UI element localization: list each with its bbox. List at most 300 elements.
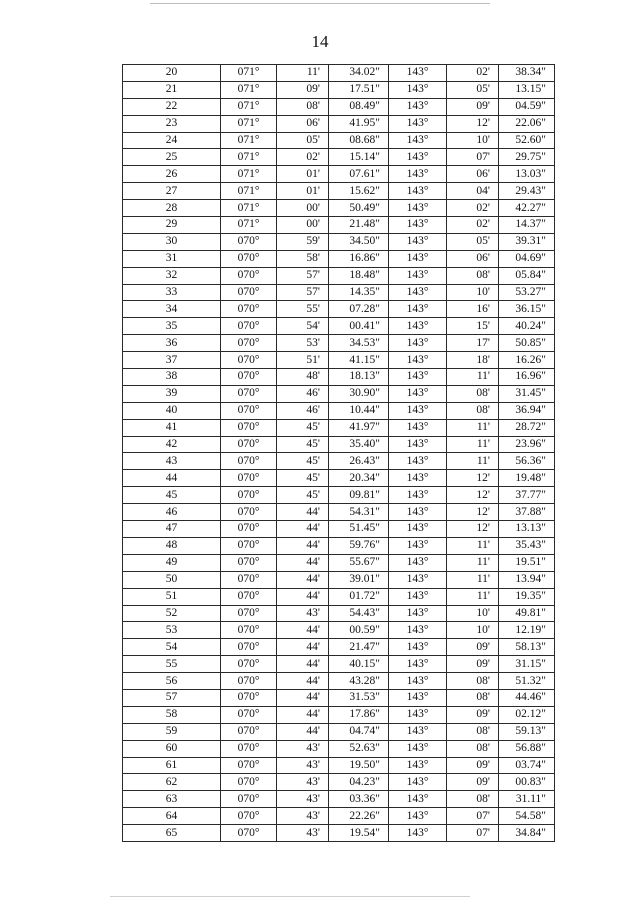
bottom-scan-line	[110, 896, 470, 897]
lat-degrees-cell: 070°	[221, 301, 277, 318]
lon-seconds-cell: 13.94"	[499, 571, 555, 588]
top-scan-line	[150, 3, 490, 4]
lon-seconds-cell: 59.13"	[499, 723, 555, 740]
lon-degrees-cell: 143°	[389, 267, 447, 284]
lon-seconds-cell: 36.94"	[499, 402, 555, 419]
lon-seconds-cell: 29.43"	[499, 183, 555, 200]
lat-minutes-cell: 53'	[277, 335, 329, 352]
lat-minutes-cell: 44'	[277, 656, 329, 673]
lat-seconds-cell: 00.41"	[329, 318, 389, 335]
lat-degrees-cell: 071°	[221, 98, 277, 115]
point-number-cell: 21	[123, 81, 221, 98]
lat-minutes-cell: 55'	[277, 301, 329, 318]
lat-minutes-cell: 43'	[277, 740, 329, 757]
point-number-cell: 52	[123, 605, 221, 622]
lat-seconds-cell: 08.68"	[329, 132, 389, 149]
lat-seconds-cell: 26.43"	[329, 453, 389, 470]
lat-seconds-cell: 22.26"	[329, 808, 389, 825]
lat-seconds-cell: 01.72"	[329, 588, 389, 605]
lon-seconds-cell: 31.15"	[499, 656, 555, 673]
lon-degrees-cell: 143°	[389, 673, 447, 690]
lat-degrees-cell: 070°	[221, 689, 277, 706]
lat-seconds-cell: 41.15"	[329, 352, 389, 369]
table-row	[123, 757, 555, 774]
lon-seconds-cell: 31.11"	[499, 791, 555, 808]
lon-degrees-cell: 143°	[389, 723, 447, 740]
lat-minutes-cell: 59'	[277, 233, 329, 250]
point-number-cell: 34	[123, 301, 221, 318]
lon-degrees-cell: 143°	[389, 352, 447, 369]
lon-seconds-cell: 38.34"	[499, 65, 555, 82]
lon-minutes-cell: 05'	[447, 81, 499, 98]
lon-minutes-cell: 02'	[447, 217, 499, 234]
point-number-cell: 26	[123, 166, 221, 183]
lat-seconds-cell: 15.14"	[329, 149, 389, 166]
point-number-cell: 58	[123, 706, 221, 723]
lat-seconds-cell: 54.31"	[329, 504, 389, 521]
lon-seconds-cell: 12.19"	[499, 622, 555, 639]
lon-minutes-cell: 08'	[447, 689, 499, 706]
lat-degrees-cell: 070°	[221, 233, 277, 250]
point-number-cell: 22	[123, 98, 221, 115]
point-number-cell: 33	[123, 284, 221, 301]
lat-seconds-cell: 52.63"	[329, 740, 389, 757]
lat-degrees-cell: 070°	[221, 791, 277, 808]
lat-minutes-cell: 01'	[277, 166, 329, 183]
table-row	[123, 132, 555, 149]
point-number-cell: 54	[123, 639, 221, 656]
lon-minutes-cell: 12'	[447, 487, 499, 504]
lon-minutes-cell: 11'	[447, 419, 499, 436]
table-row	[123, 537, 555, 554]
lat-seconds-cell: 31.53"	[329, 689, 389, 706]
point-number-cell: 49	[123, 554, 221, 571]
point-number-cell: 57	[123, 689, 221, 706]
lon-degrees-cell: 143°	[389, 774, 447, 791]
lon-minutes-cell: 18'	[447, 352, 499, 369]
lon-degrees-cell: 143°	[389, 504, 447, 521]
point-number-cell: 63	[123, 791, 221, 808]
lat-minutes-cell: 44'	[277, 706, 329, 723]
point-number-cell: 27	[123, 183, 221, 200]
table-row	[123, 774, 555, 791]
lon-degrees-cell: 143°	[389, 233, 447, 250]
lat-degrees-cell: 070°	[221, 673, 277, 690]
lon-degrees-cell: 143°	[389, 250, 447, 267]
point-number-cell: 25	[123, 149, 221, 166]
coordinates-table-body	[123, 65, 555, 842]
lon-minutes-cell: 11'	[447, 554, 499, 571]
table-row	[123, 402, 555, 419]
point-number-cell: 39	[123, 385, 221, 402]
lon-minutes-cell: 10'	[447, 132, 499, 149]
point-number-cell: 32	[123, 267, 221, 284]
lon-seconds-cell: 40.24"	[499, 318, 555, 335]
table-row	[123, 436, 555, 453]
lat-seconds-cell: 03.36"	[329, 791, 389, 808]
lat-degrees-cell: 070°	[221, 250, 277, 267]
lat-seconds-cell: 21.48"	[329, 217, 389, 234]
lat-degrees-cell: 071°	[221, 149, 277, 166]
lon-degrees-cell: 143°	[389, 369, 447, 386]
lat-degrees-cell: 070°	[221, 656, 277, 673]
point-number-cell: 44	[123, 470, 221, 487]
lat-seconds-cell: 15.62"	[329, 183, 389, 200]
lon-minutes-cell: 11'	[447, 369, 499, 386]
point-number-cell: 24	[123, 132, 221, 149]
lon-seconds-cell: 52.60"	[499, 132, 555, 149]
table-row	[123, 808, 555, 825]
lon-minutes-cell: 05'	[447, 233, 499, 250]
table-row	[123, 335, 555, 352]
lat-seconds-cell: 19.50"	[329, 757, 389, 774]
point-number-cell: 47	[123, 521, 221, 538]
lat-seconds-cell: 39.01"	[329, 571, 389, 588]
lon-degrees-cell: 143°	[389, 706, 447, 723]
lon-minutes-cell: 12'	[447, 504, 499, 521]
lat-minutes-cell: 58'	[277, 250, 329, 267]
lon-seconds-cell: 35.43"	[499, 537, 555, 554]
lon-seconds-cell: 19.35"	[499, 588, 555, 605]
lon-minutes-cell: 08'	[447, 791, 499, 808]
lat-seconds-cell: 04.74"	[329, 723, 389, 740]
page-number: 14	[311, 32, 329, 51]
lat-degrees-cell: 070°	[221, 436, 277, 453]
table-row	[123, 656, 555, 673]
lat-minutes-cell: 08'	[277, 98, 329, 115]
lat-seconds-cell: 54.43"	[329, 605, 389, 622]
lat-degrees-cell: 071°	[221, 200, 277, 217]
lat-seconds-cell: 55.67"	[329, 554, 389, 571]
lat-minutes-cell: 44'	[277, 723, 329, 740]
lon-degrees-cell: 143°	[389, 470, 447, 487]
table-row	[123, 318, 555, 335]
lon-degrees-cell: 143°	[389, 791, 447, 808]
lon-minutes-cell: 06'	[447, 250, 499, 267]
lon-degrees-cell: 143°	[389, 200, 447, 217]
table-row	[123, 605, 555, 622]
lat-seconds-cell: 20.34"	[329, 470, 389, 487]
lon-minutes-cell: 08'	[447, 673, 499, 690]
lat-minutes-cell: 46'	[277, 402, 329, 419]
lon-minutes-cell: 09'	[447, 757, 499, 774]
lon-minutes-cell: 11'	[447, 571, 499, 588]
lon-minutes-cell: 08'	[447, 385, 499, 402]
lon-degrees-cell: 143°	[389, 166, 447, 183]
point-number-cell: 61	[123, 757, 221, 774]
table-row	[123, 183, 555, 200]
lon-seconds-cell: 39.31"	[499, 233, 555, 250]
lat-degrees-cell: 070°	[221, 571, 277, 588]
table-row	[123, 115, 555, 132]
lon-degrees-cell: 143°	[389, 284, 447, 301]
table-row	[123, 98, 555, 115]
lon-minutes-cell: 08'	[447, 723, 499, 740]
lat-seconds-cell: 21.47"	[329, 639, 389, 656]
lat-degrees-cell: 070°	[221, 706, 277, 723]
lon-minutes-cell: 15'	[447, 318, 499, 335]
lon-seconds-cell: 02.12"	[499, 706, 555, 723]
table-row	[123, 385, 555, 402]
lon-minutes-cell: 10'	[447, 605, 499, 622]
lat-minutes-cell: 44'	[277, 588, 329, 605]
lat-minutes-cell: 00'	[277, 217, 329, 234]
lat-degrees-cell: 070°	[221, 504, 277, 521]
lat-seconds-cell: 08.49"	[329, 98, 389, 115]
lon-degrees-cell: 143°	[389, 419, 447, 436]
table-row	[123, 639, 555, 656]
lat-minutes-cell: 45'	[277, 470, 329, 487]
lon-seconds-cell: 53.27"	[499, 284, 555, 301]
lat-degrees-cell: 070°	[221, 453, 277, 470]
lon-minutes-cell: 08'	[447, 267, 499, 284]
table-row	[123, 740, 555, 757]
point-number-cell: 38	[123, 369, 221, 386]
lat-minutes-cell: 44'	[277, 689, 329, 706]
lon-minutes-cell: 10'	[447, 622, 499, 639]
lat-seconds-cell: 07.61"	[329, 166, 389, 183]
lon-seconds-cell: 37.88"	[499, 504, 555, 521]
lon-minutes-cell: 09'	[447, 706, 499, 723]
lat-degrees-cell: 070°	[221, 554, 277, 571]
lat-minutes-cell: 44'	[277, 521, 329, 538]
lon-seconds-cell: 37.77"	[499, 487, 555, 504]
lon-degrees-cell: 143°	[389, 318, 447, 335]
lon-degrees-cell: 143°	[389, 149, 447, 166]
point-number-cell: 20	[123, 65, 221, 82]
table-row	[123, 284, 555, 301]
table-row	[123, 554, 555, 571]
table-row	[123, 673, 555, 690]
lat-degrees-cell: 071°	[221, 166, 277, 183]
lon-minutes-cell: 07'	[447, 149, 499, 166]
lat-degrees-cell: 071°	[221, 217, 277, 234]
lat-minutes-cell: 48'	[277, 369, 329, 386]
lat-degrees-cell: 070°	[221, 723, 277, 740]
lat-seconds-cell: 34.53"	[329, 335, 389, 352]
lon-minutes-cell: 17'	[447, 335, 499, 352]
table-row	[123, 166, 555, 183]
point-number-cell: 56	[123, 673, 221, 690]
lon-degrees-cell: 143°	[389, 537, 447, 554]
point-number-cell: 28	[123, 200, 221, 217]
table-row	[123, 487, 555, 504]
lat-degrees-cell: 071°	[221, 65, 277, 82]
lon-minutes-cell: 09'	[447, 656, 499, 673]
lat-seconds-cell: 34.02"	[329, 65, 389, 82]
lat-seconds-cell: 07.28"	[329, 301, 389, 318]
point-number-cell: 36	[123, 335, 221, 352]
lon-minutes-cell: 09'	[447, 774, 499, 791]
lat-degrees-cell: 070°	[221, 605, 277, 622]
lat-seconds-cell: 14.35"	[329, 284, 389, 301]
lat-seconds-cell: 41.95"	[329, 115, 389, 132]
lon-degrees-cell: 143°	[389, 402, 447, 419]
table-row	[123, 419, 555, 436]
lon-seconds-cell: 04.69"	[499, 250, 555, 267]
lon-degrees-cell: 143°	[389, 605, 447, 622]
table-row	[123, 200, 555, 217]
point-number-cell: 53	[123, 622, 221, 639]
point-number-cell: 29	[123, 217, 221, 234]
table-row	[123, 723, 555, 740]
lon-minutes-cell: 11'	[447, 588, 499, 605]
point-number-cell: 48	[123, 537, 221, 554]
lon-seconds-cell: 16.26"	[499, 352, 555, 369]
lat-seconds-cell: 17.86"	[329, 706, 389, 723]
point-number-cell: 50	[123, 571, 221, 588]
lon-degrees-cell: 143°	[389, 98, 447, 115]
lat-degrees-cell: 070°	[221, 402, 277, 419]
lon-degrees-cell: 143°	[389, 571, 447, 588]
lat-seconds-cell: 43.28"	[329, 673, 389, 690]
lon-minutes-cell: 07'	[447, 808, 499, 825]
lon-seconds-cell: 34.84"	[499, 825, 555, 842]
table-row	[123, 791, 555, 808]
lon-degrees-cell: 143°	[389, 385, 447, 402]
table-row	[123, 706, 555, 723]
lat-seconds-cell: 18.13"	[329, 369, 389, 386]
lat-seconds-cell: 00.59"	[329, 622, 389, 639]
table-row	[123, 470, 555, 487]
lon-seconds-cell: 51.32"	[499, 673, 555, 690]
lon-minutes-cell: 11'	[447, 453, 499, 470]
lat-degrees-cell: 070°	[221, 267, 277, 284]
lon-minutes-cell: 08'	[447, 740, 499, 757]
lon-minutes-cell: 16'	[447, 301, 499, 318]
lon-minutes-cell: 12'	[447, 115, 499, 132]
lon-minutes-cell: 06'	[447, 166, 499, 183]
lat-seconds-cell: 18.48"	[329, 267, 389, 284]
lat-seconds-cell: 59.76"	[329, 537, 389, 554]
lat-degrees-cell: 070°	[221, 419, 277, 436]
lon-seconds-cell: 00.83"	[499, 774, 555, 791]
lon-degrees-cell: 143°	[389, 588, 447, 605]
lat-degrees-cell: 070°	[221, 588, 277, 605]
lon-seconds-cell: 13.03"	[499, 166, 555, 183]
lat-degrees-cell: 070°	[221, 774, 277, 791]
lat-degrees-cell: 070°	[221, 487, 277, 504]
table-row	[123, 453, 555, 470]
lat-minutes-cell: 06'	[277, 115, 329, 132]
lon-seconds-cell: 14.37"	[499, 217, 555, 234]
lon-degrees-cell: 143°	[389, 757, 447, 774]
lat-seconds-cell: 35.40"	[329, 436, 389, 453]
lon-seconds-cell: 22.06"	[499, 115, 555, 132]
table-row	[123, 825, 555, 842]
lat-degrees-cell: 070°	[221, 470, 277, 487]
table-row	[123, 352, 555, 369]
lon-degrees-cell: 143°	[389, 639, 447, 656]
table-row	[123, 504, 555, 521]
lat-minutes-cell: 44'	[277, 639, 329, 656]
lon-degrees-cell: 143°	[389, 301, 447, 318]
lon-minutes-cell: 11'	[447, 537, 499, 554]
point-number-cell: 46	[123, 504, 221, 521]
lon-degrees-cell: 143°	[389, 81, 447, 98]
lat-degrees-cell: 070°	[221, 740, 277, 757]
lon-seconds-cell: 19.51"	[499, 554, 555, 571]
point-number-cell: 43	[123, 453, 221, 470]
lat-seconds-cell: 34.50"	[329, 233, 389, 250]
lat-minutes-cell: 43'	[277, 774, 329, 791]
lon-minutes-cell: 09'	[447, 639, 499, 656]
lat-minutes-cell: 43'	[277, 757, 329, 774]
lat-degrees-cell: 071°	[221, 115, 277, 132]
lon-seconds-cell: 50.85"	[499, 335, 555, 352]
lon-minutes-cell: 02'	[447, 200, 499, 217]
lon-degrees-cell: 143°	[389, 689, 447, 706]
table-row	[123, 217, 555, 234]
lat-minutes-cell: 44'	[277, 554, 329, 571]
table-row	[123, 65, 555, 82]
lon-degrees-cell: 143°	[389, 622, 447, 639]
table-row	[123, 301, 555, 318]
lon-degrees-cell: 143°	[389, 825, 447, 842]
lat-minutes-cell: 45'	[277, 436, 329, 453]
lat-minutes-cell: 43'	[277, 825, 329, 842]
lat-seconds-cell: 41.97"	[329, 419, 389, 436]
point-number-cell: 37	[123, 352, 221, 369]
lat-minutes-cell: 11'	[277, 65, 329, 82]
point-number-cell: 60	[123, 740, 221, 757]
point-number-cell: 64	[123, 808, 221, 825]
lon-degrees-cell: 143°	[389, 656, 447, 673]
lon-degrees-cell: 143°	[389, 217, 447, 234]
point-number-cell: 31	[123, 250, 221, 267]
lon-minutes-cell: 12'	[447, 470, 499, 487]
lat-minutes-cell: 02'	[277, 149, 329, 166]
lon-minutes-cell: 09'	[447, 98, 499, 115]
point-number-cell: 62	[123, 774, 221, 791]
lon-seconds-cell: 13.13"	[499, 521, 555, 538]
lat-minutes-cell: 44'	[277, 622, 329, 639]
point-number-cell: 40	[123, 402, 221, 419]
point-number-cell: 45	[123, 487, 221, 504]
lat-seconds-cell: 51.45"	[329, 521, 389, 538]
lon-seconds-cell: 29.75"	[499, 149, 555, 166]
lon-seconds-cell: 49.81"	[499, 605, 555, 622]
lon-degrees-cell: 143°	[389, 740, 447, 757]
lon-seconds-cell: 04.59"	[499, 98, 555, 115]
lat-degrees-cell: 070°	[221, 352, 277, 369]
point-number-cell: 41	[123, 419, 221, 436]
point-number-cell: 65	[123, 825, 221, 842]
lon-seconds-cell: 05.84"	[499, 267, 555, 284]
lat-seconds-cell: 16.86"	[329, 250, 389, 267]
lon-minutes-cell: 11'	[447, 436, 499, 453]
lon-minutes-cell: 04'	[447, 183, 499, 200]
lon-seconds-cell: 28.72"	[499, 419, 555, 436]
lat-degrees-cell: 070°	[221, 385, 277, 402]
lat-minutes-cell: 44'	[277, 537, 329, 554]
table-row	[123, 622, 555, 639]
lon-seconds-cell: 03.74"	[499, 757, 555, 774]
lon-minutes-cell: 12'	[447, 521, 499, 538]
table-row	[123, 588, 555, 605]
lat-minutes-cell: 51'	[277, 352, 329, 369]
lat-minutes-cell: 54'	[277, 318, 329, 335]
lon-degrees-cell: 143°	[389, 808, 447, 825]
lat-degrees-cell: 071°	[221, 183, 277, 200]
lat-seconds-cell: 09.81"	[329, 487, 389, 504]
table-row	[123, 81, 555, 98]
lon-minutes-cell: 02'	[447, 65, 499, 82]
lat-minutes-cell: 43'	[277, 808, 329, 825]
lat-degrees-cell: 070°	[221, 622, 277, 639]
table-row	[123, 571, 555, 588]
table-row	[123, 267, 555, 284]
